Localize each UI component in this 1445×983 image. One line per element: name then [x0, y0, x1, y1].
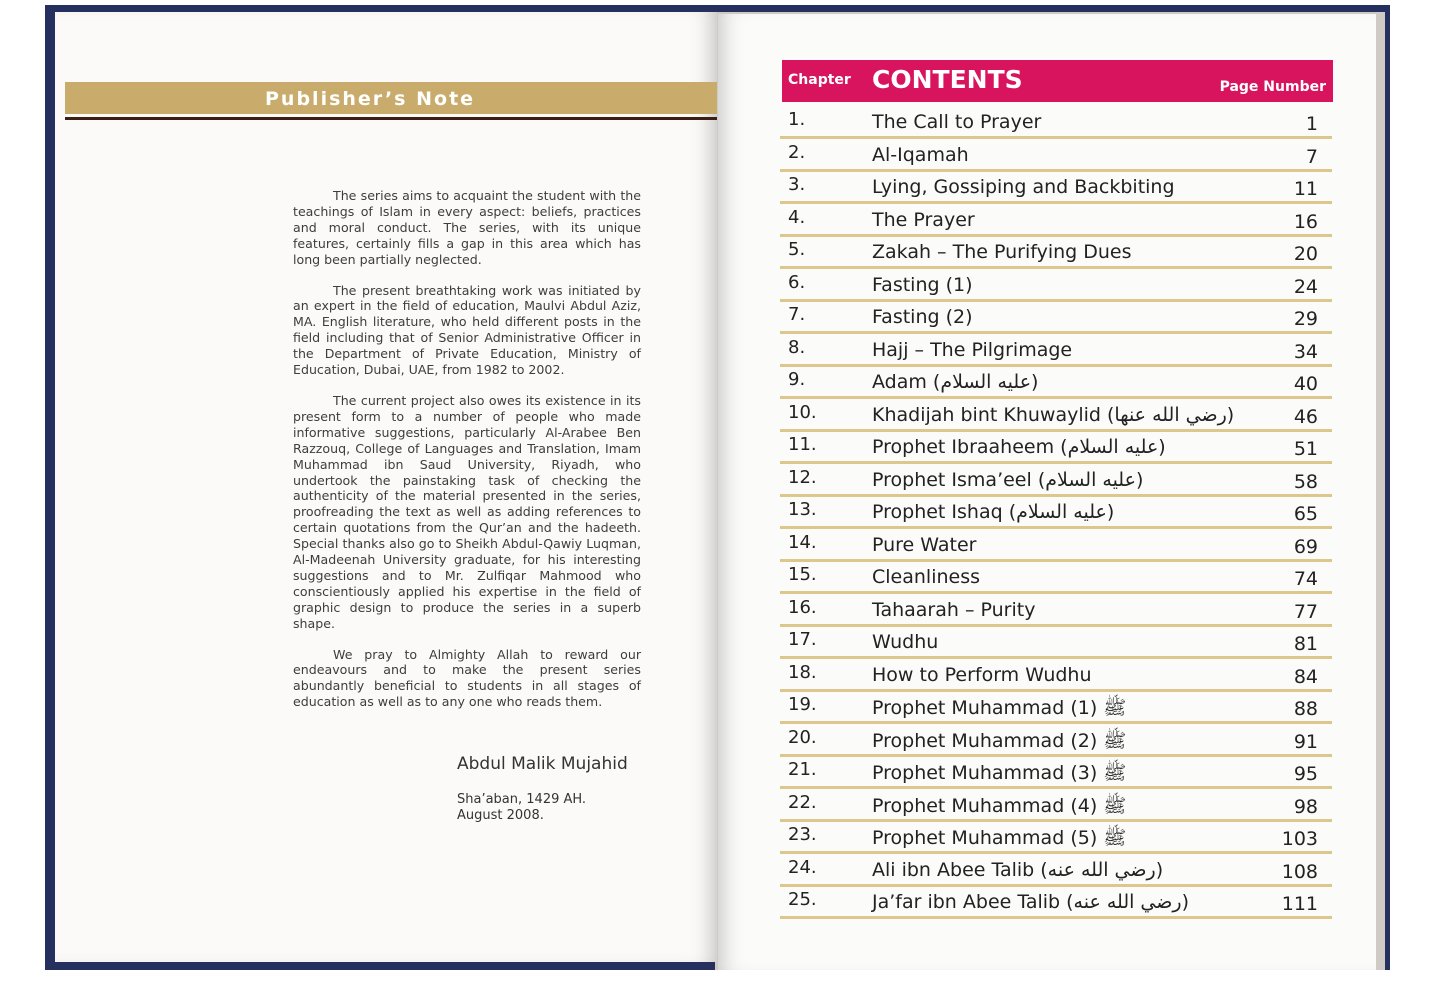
toc-chapter-number: 3. — [788, 174, 806, 195]
toc-chapter-title: Ja’far ibn Abee Talib (رضي الله عنه) — [872, 891, 1189, 913]
date-hijri: Sha’aban, 1429 AH. — [457, 792, 587, 807]
publisher-note-body — [293, 188, 641, 725]
contents-header — [782, 60, 1333, 102]
toc-page-number: 40 — [1293, 373, 1318, 395]
toc-chapter-title: Prophet Ibraaheem (عليه السلام) — [872, 436, 1166, 458]
toc-entry — [780, 171, 1332, 204]
right-page — [718, 14, 1376, 970]
toc-chapter-title: Hajj – The Pilgrimage — [872, 338, 1073, 361]
note-paragraph: The current project also owes its existence in its present form to a number of people who made informative suggestions, particularly Al-Arabee Ben Razzouq, College of Languages and Translation, Imam Muhammad ibn Saud University, Riyadh, who undertook the painstaking task of checking the authenticity of the material presented in the series, proofreading the text as well as adding references to certain quotations from the Qur’an and the hadeeth. Special thanks also go to Sheikh Abdul-Qawiy Luqman, Al-Madeenah University graduate, for his interesting suggestions and to Mr. Zulfiqar Mahmood who conscientiously applied his expertise in the field of graphic design to produce the series in a superb shape. — [293, 392, 641, 631]
toc-chapter-title: Prophet Isma’eel (عليه السلام) — [872, 468, 1144, 491]
toc-chapter-number: 6. — [788, 271, 806, 293]
toc-chapter-title: Al-Iqamah — [872, 143, 969, 166]
toc-page-number: 24 — [1293, 275, 1318, 298]
toc-entry — [780, 464, 1332, 497]
date-gregorian: August 2008. — [457, 808, 544, 823]
toc-chapter-title: Prophet Muhammad ﷺ (5) — [872, 827, 1127, 849]
toc-entry — [780, 854, 1332, 887]
toc-chapter-title: Wudhu — [872, 631, 939, 653]
toc-page-number: 20 — [1293, 243, 1318, 265]
toc-entry — [780, 886, 1332, 919]
publisher-note-title: Publisher’s Note — [265, 88, 476, 110]
toc-chapter-number: 19. — [788, 694, 817, 715]
toc-entry — [780, 204, 1332, 237]
toc-entry — [780, 691, 1332, 724]
toc-chapter-number: 24. — [788, 856, 817, 878]
toc-page-number: 11 — [1293, 178, 1318, 200]
toc-entry — [780, 821, 1332, 854]
toc-chapter-number: 1. — [788, 109, 806, 130]
note-paragraph: The series aims to acquaint the student with the teachings of Islam in every aspect: beliefs, practices and moral conduct. The series, with its unique features, certainly fills a gap in this area which has long been partially neglected. — [293, 188, 641, 267]
toc-chapter-title: Prophet Muhammad ﷺ (4) — [872, 794, 1127, 817]
toc-page-number: 69 — [1293, 535, 1318, 558]
toc-entry — [780, 139, 1332, 172]
toc-page-number: 1 — [1305, 113, 1318, 135]
toc-chapter-title: Fasting (2) — [872, 306, 973, 328]
toc-page-number: 16 — [1293, 210, 1318, 233]
toc-entry — [780, 724, 1332, 757]
toc-chapter-number: 4. — [788, 206, 806, 228]
toc-page-number: 46 — [1293, 405, 1318, 428]
toc-chapter-number: 16. — [788, 596, 817, 618]
signature-date — [457, 792, 586, 824]
toc-page-number: 74 — [1293, 568, 1318, 590]
toc-page-number: 95 — [1293, 763, 1318, 785]
toc-page-number: 7 — [1305, 145, 1318, 168]
toc-entry — [780, 626, 1332, 659]
toc-entry — [780, 269, 1332, 302]
toc-page-number: 51 — [1293, 438, 1318, 460]
toc-chapter-title: The Call to Prayer — [872, 111, 1042, 133]
toc-chapter-title: Prophet Muhammad ﷺ (2) — [872, 729, 1127, 752]
toc-page-number: 65 — [1293, 503, 1318, 525]
toc-chapter-title: Tahaarah – Purity — [872, 598, 1036, 621]
toc-entry — [780, 106, 1332, 139]
toc-page-number: 58 — [1293, 470, 1318, 493]
toc-chapter-title: How to Perform Wudhu — [872, 663, 1092, 686]
toc-page-number: 29 — [1293, 308, 1318, 330]
toc-chapter-title: Fasting (1) — [872, 273, 973, 296]
toc-page-number: 88 — [1293, 698, 1318, 720]
toc-entry — [780, 366, 1332, 399]
toc-chapter-title: The Prayer — [872, 208, 975, 231]
publisher-note-rule — [65, 117, 717, 120]
note-paragraph: The present breathtaking work was initiated by an expert in the field of education, Maulvi Abdul Aziz, MA. English literature, who held different posts in the field including that of Senior Administrative Officer in the Department of Private Education, Ministry of Education, Dubai, UAE, from 1982 to 2002. — [293, 282, 641, 378]
toc-entry — [780, 236, 1332, 269]
contents-title: CONTENTS — [872, 65, 1023, 94]
toc-chapter-number: 15. — [788, 564, 817, 585]
toc-page-number: 98 — [1293, 795, 1318, 818]
toc-entry — [780, 594, 1332, 627]
signature: Abdul Malik Mujahid — [457, 754, 628, 774]
toc-page-number: 108 — [1281, 860, 1318, 883]
toc-chapter-title: Khadijah bint Khuwaylid (رضي الله عنها) — [872, 403, 1235, 426]
toc-chapter-number: 9. — [788, 369, 806, 390]
toc-chapter-title: Lying, Gossiping and Backbiting — [872, 176, 1175, 198]
toc-chapter-number: 20. — [788, 726, 817, 748]
toc-page-number: 84 — [1293, 665, 1318, 688]
toc-chapter-number: 14. — [788, 531, 817, 553]
toc-chapter-number: 21. — [788, 759, 817, 780]
toc-chapter-number: 22. — [788, 791, 817, 813]
toc-entry — [780, 561, 1332, 594]
toc-chapter-title: Prophet Muhammad ﷺ (1) — [872, 697, 1127, 719]
toc-chapter-number: 13. — [788, 499, 817, 520]
toc-entry — [780, 334, 1332, 367]
chapter-column-label: Chapter — [788, 72, 851, 88]
toc-entry — [780, 399, 1332, 432]
toc-chapter-number: 12. — [788, 466, 817, 488]
toc-entry — [780, 789, 1332, 822]
toc-chapter-number: 8. — [788, 336, 806, 358]
toc-chapter-title: Prophet Muhammad ﷺ (3) — [872, 762, 1127, 784]
toc-page-number: 81 — [1293, 633, 1318, 655]
toc-entry — [780, 756, 1332, 789]
toc-entry — [780, 431, 1332, 464]
toc-chapter-number: 25. — [788, 889, 817, 910]
toc-chapter-number: 5. — [788, 239, 806, 260]
toc-chapter-title: Prophet Ishaq (عليه السلام) — [872, 501, 1115, 523]
toc-chapter-number: 23. — [788, 824, 817, 845]
toc-entry — [780, 301, 1332, 334]
note-paragraph: We pray to Almighty Allah to reward our endeavours and to make the present series abundantly beneficial to students in all stages of education as well as to any one who reads them. — [293, 646, 641, 710]
toc-entry — [780, 659, 1332, 692]
toc-page-number: 34 — [1293, 340, 1318, 363]
toc-chapter-title: Pure Water — [872, 533, 977, 556]
toc-chapter-title: Cleanliness — [872, 566, 981, 588]
toc-chapter-number: 11. — [788, 434, 817, 455]
toc-page-number: 111 — [1281, 893, 1318, 915]
toc-chapter-number: 18. — [788, 661, 817, 683]
toc-chapter-title: Adam (عليه السلام) — [872, 371, 1039, 393]
toc-page-number: 103 — [1281, 828, 1318, 850]
toc-chapter-number: 7. — [788, 304, 806, 325]
toc-page-number: 77 — [1293, 600, 1318, 623]
toc-chapter-title: Zakah – The Purifying Dues — [872, 241, 1132, 263]
toc-chapter-title: Ali ibn Abee Talib (رضي الله عنه) — [872, 858, 1164, 881]
left-page — [55, 12, 717, 962]
toc-chapter-number: 2. — [788, 141, 806, 163]
toc-chapter-number: 17. — [788, 629, 817, 650]
toc-entry — [780, 496, 1332, 529]
toc-entry — [780, 529, 1332, 562]
page-number-column-label: Page Number — [1219, 79, 1326, 95]
toc-chapter-number: 10. — [788, 401, 817, 423]
toc-page-number: 91 — [1293, 730, 1318, 753]
